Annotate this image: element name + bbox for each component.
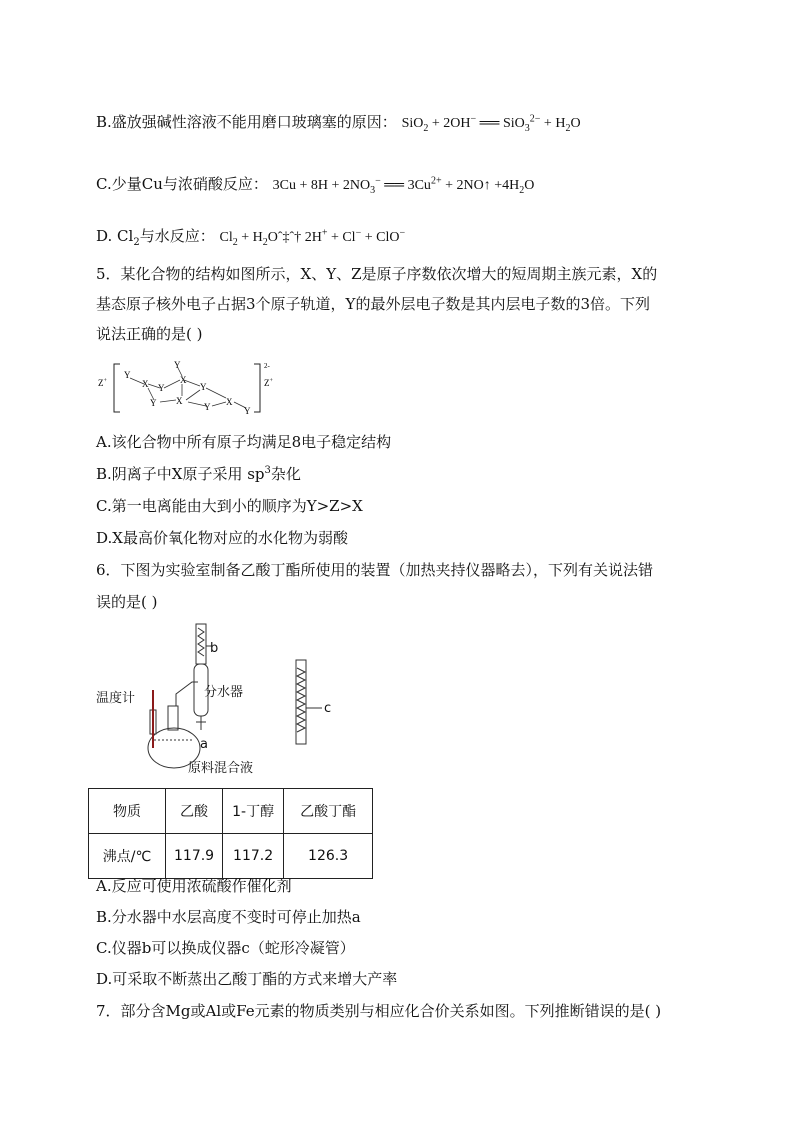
- label-c: c: [324, 701, 332, 716]
- q5-option-d: D.X最高价氧化物对应的水化物为弱酸: [96, 529, 348, 547]
- q6-option-b: B.分水器中水层高度不变时可停止加热a: [96, 908, 361, 926]
- svg-text:Y: Y: [150, 398, 157, 408]
- q6-apparatus-figure: [96, 620, 396, 780]
- q4-option-d-equation: $Cl_2$ + $H_2Oˆ\ddagger ˆ\dagger$ 2H+ + Cl− + ClO−: [219, 227, 406, 248]
- q4-option-d-text: D. $Cl_2$与水反应：: [96, 227, 215, 248]
- flask-main-neck: [168, 706, 178, 730]
- q4-option-b-equation: SiO$_2$ + 2OH− ══ $SiO_3^{2-} + H_2O$: [401, 113, 581, 134]
- q7-stem: 7．部分含Mg或Al或Fe元素的物质类别与相应化合价关系如图。下列推断错误的是( ): [96, 1002, 662, 1020]
- z-cation-left: Z+: [98, 378, 107, 388]
- q5-option-c: C.第一电离能由大到小的顺序为Y>Z>X: [96, 497, 363, 515]
- boiling-point-table: [88, 788, 373, 879]
- q6-option-a: A.反应可使用浓硫酸作催化剂: [96, 877, 292, 895]
- q5-stem-line-1: 5．某化合物的结构如图所示，X、Y、Z是原子序数依次增大的短周期主族元素，X的: [96, 265, 658, 283]
- q4-option-d: [96, 226, 405, 248]
- label-separator: 分水器: [204, 685, 244, 700]
- table-cell: 117.2: [223, 834, 284, 879]
- label-b: b: [210, 641, 219, 656]
- bracket-right: [254, 364, 260, 412]
- svg-text:Y: Y: [244, 406, 251, 416]
- q4-option-b: [96, 112, 581, 134]
- q6-option-c: C.仪器b可以换成仪器c（蛇形冷凝管）: [96, 939, 355, 957]
- q5-option-a: A.该化合物中所有原子均满足8电子稳定结构: [96, 433, 392, 451]
- table-header-cell: 1-丁醇: [223, 789, 284, 834]
- label-mixture: 原料混合液: [188, 761, 254, 776]
- svg-text:Y: Y: [200, 382, 207, 392]
- table-header-row: [89, 789, 373, 834]
- svg-text:Y: Y: [124, 370, 131, 380]
- q5-structure-figure: [96, 356, 296, 418]
- label-a: a: [200, 737, 208, 752]
- table-row: [89, 834, 373, 879]
- label-thermometer: 温度计: [96, 691, 136, 706]
- q4-option-c: [96, 174, 534, 196]
- svg-text:Y: Y: [204, 402, 211, 412]
- table-header-cell: 乙酸: [166, 789, 223, 834]
- q6-stem-line-1: 6．下图为实验室制备乙酸丁酯所使用的装置（加热夹持仪器略去），下列有关说法错: [96, 561, 654, 579]
- table-cell: 117.9: [166, 834, 223, 879]
- bracket-left: [114, 364, 120, 412]
- svg-text:X: X: [176, 396, 183, 406]
- table-row-label: 沸点/℃: [89, 834, 166, 879]
- q4-option-c-text: C.少量Cu与浓硝酸反应：: [96, 175, 268, 193]
- q6-option-d: D.可采取不断蒸出乙酸丁酯的方式来增大产率: [96, 970, 398, 988]
- q5-stem-line-3: 说法正确的是( ): [96, 325, 203, 343]
- q4-option-b-text: B.盛放强碱性溶液不能用磨口玻璃塞的原因：: [96, 113, 397, 131]
- table-header-cell: 乙酸丁酯: [284, 789, 373, 834]
- q4-option-c-equation: $3Cu + 8H + 2NO_3^-$ ══ $3Cu^{2+}$ + 2NO↑ $+4H_2O$: [272, 175, 535, 196]
- anion-atoms: [124, 360, 251, 416]
- q5-option-b: B.阴离子中X原子采用 $sp^3$杂化: [96, 465, 301, 483]
- z-cation-right: Z+: [264, 378, 273, 388]
- svg-text:X: X: [180, 375, 187, 385]
- svg-text:Y: Y: [158, 383, 165, 393]
- svg-text:X: X: [226, 397, 233, 407]
- anion-charge: 2-: [264, 362, 270, 370]
- svg-text:X: X: [142, 379, 149, 389]
- svg-text:Y: Y: [174, 360, 181, 370]
- table-header-cell: 物质: [89, 789, 166, 834]
- q5-stem-line-2: 基态原子核外电子占据3个原子轨道，Y的最外层电子数是其内层电子数的3倍。下列: [96, 295, 650, 313]
- table-cell: 126.3: [284, 834, 373, 879]
- q6-stem-line-2: 误的是( ): [96, 593, 158, 611]
